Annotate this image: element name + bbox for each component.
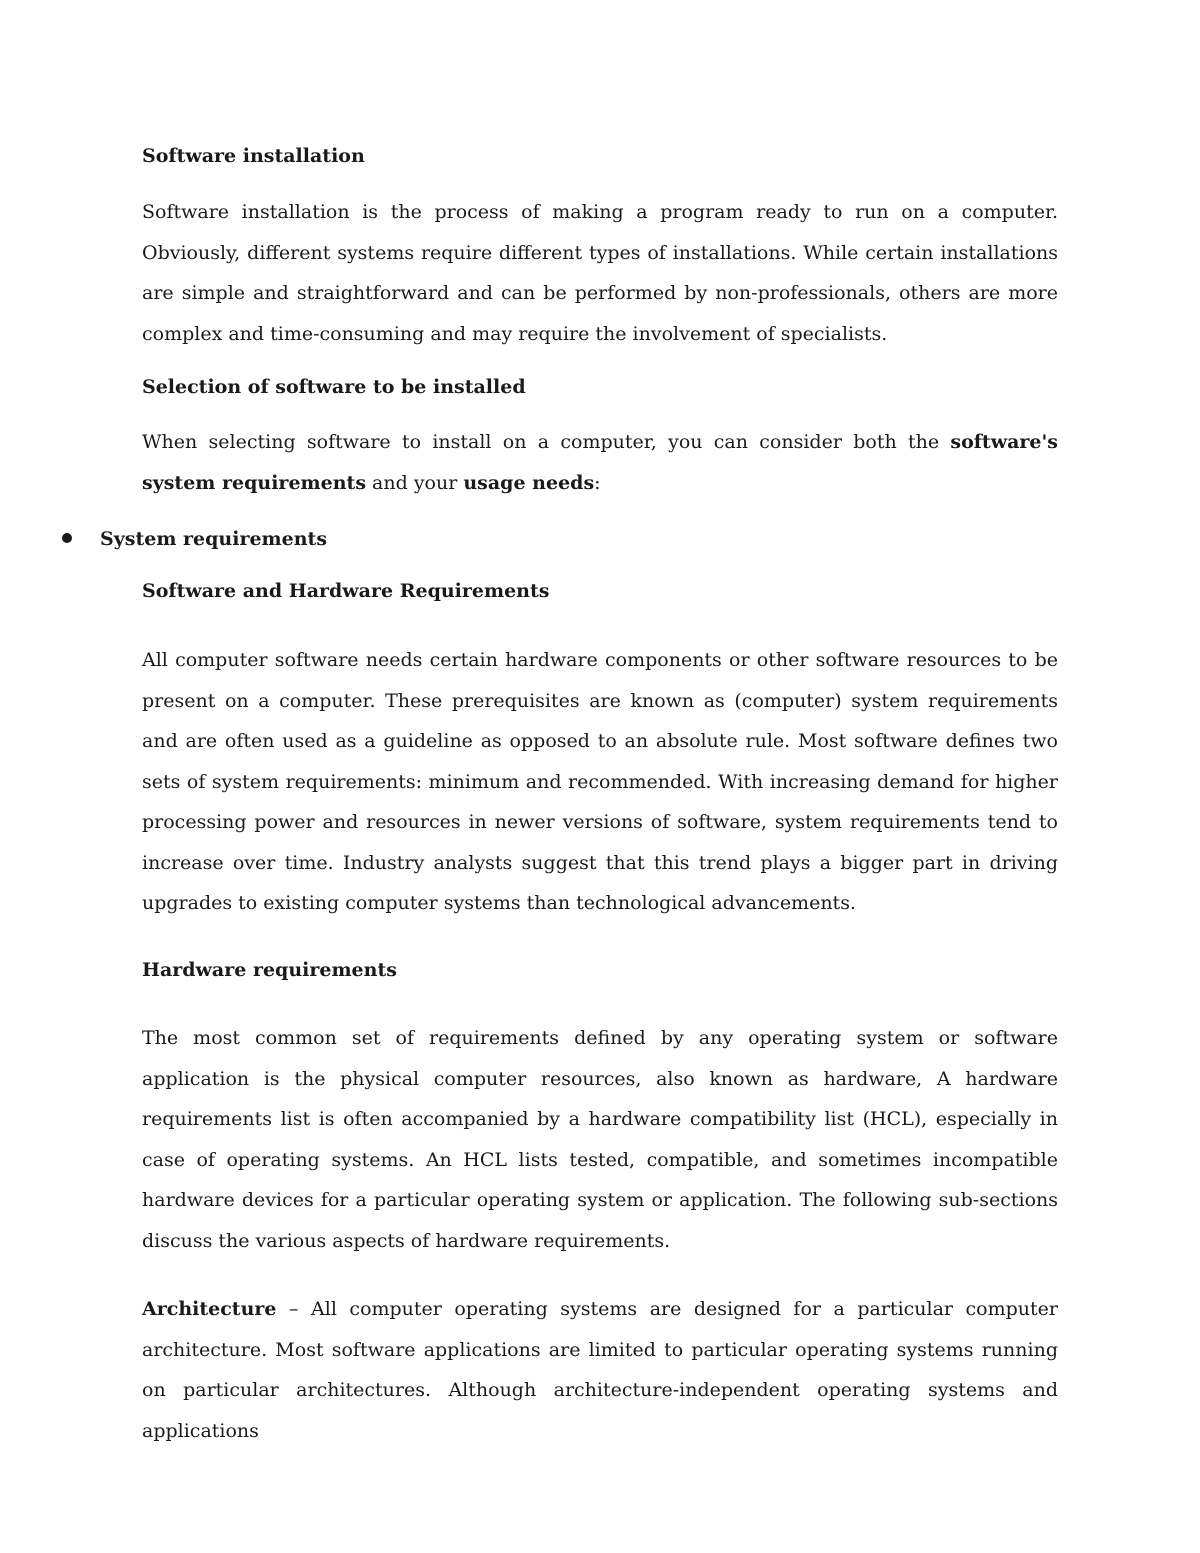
architecture-text: All computer operating systems are designed for a particular computer architecture. Most software applications are limited to particular operating systems running on particular architectures. Although architecture-independent operating systems and applications [142,1298,1058,1442]
heading-software-and-hardware-requirements: Software and Hardware Requirements [142,580,550,602]
selection-text-3: : [594,471,601,494]
paragraph-selection-of-software [142,422,1058,503]
paragraph-software-installation: Software installation is the process of making a program ready to run on a computer. Obviously, different systems require different types of installations. While certain installations are simple and straightforward and can be performed by non-professionals, others are more complex and time-consuming and may require the involvement of specialists. [142,201,1058,345]
paragraph-software-and-hardware-requirements: All computer software needs certain hardware components or other software resources to be present on a computer. These prerequisites are known as (computer) system requirements and are often used as a guideline as opposed to an absolute rule. Most software defines two sets of system requirements: minimum and recommended. With increasing demand for higher processing power and resources in newer versions of software, system requirements tend to increase over time. Industry analysts suggest that this trend plays a bigger part in driving upgrades to existing computer systems than technological advancements. [142,649,1058,914]
selection-bold-usage-needs: usage needs [463,471,595,494]
heading-software-installation: Software installation [142,145,365,167]
selection-bold-system-requirements: software's system requirements [142,431,1058,494]
paragraph-architecture [142,1289,1058,1451]
architecture-dash: – [276,1298,312,1320]
architecture-term: Architecture [142,1298,277,1320]
paragraph-hardware-requirements: The most common set of requirements defined by any operating system or software application is the physical computer resources, also known as hardware, A hardware requirements list is often accompanied by a hardware compatibility list (HCL), especially in case of operating systems. An HCL lists tested, compatible, and sometimes incompatible hardware devices for a particular operating system or application. The following sub-sections discuss the various aspects of hardware requirements. [142,1027,1058,1252]
selection-text-1: When selecting software to install on a computer, you can consider both the [142,431,951,453]
bullet-system-requirements: System requirements [100,528,328,550]
heading-hardware-requirements: Hardware requirements [142,959,397,981]
selection-text-2: and your [366,471,464,494]
heading-selection-of-software: Selection of software to be installed [142,376,526,398]
bullet-dot-icon [62,533,72,543]
